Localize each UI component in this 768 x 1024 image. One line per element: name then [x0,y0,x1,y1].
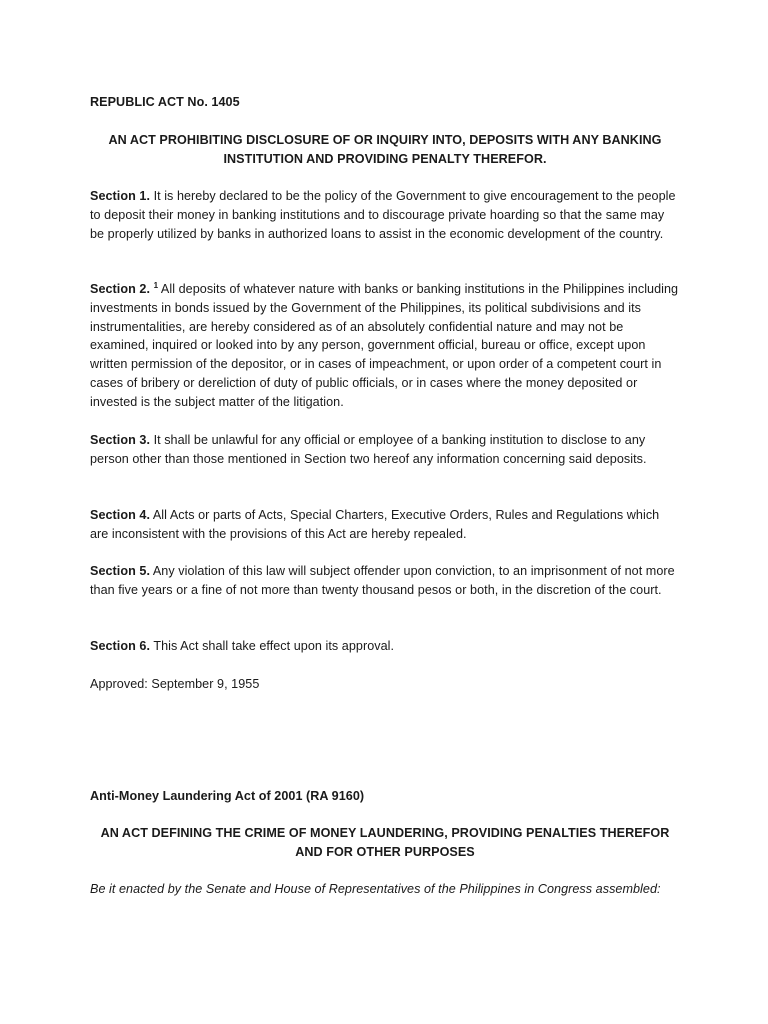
act-heading: REPUBLIC ACT No. 1405 [90,95,240,109]
section-2-text: All deposits of whatever nature with banks or banking institutions in the Philippines including investments in bonds issued by the Government of the Philippines, its political subdivisions and its instrumentalities, are hereby considered as of an absolutely confidential nature and may not be examined, inquired or looked into by any person, government official, bureau or office, except upon written permission of the depositor, or in cases of impeachment, or upon order of a competent court in cases of bribery or dereliction of duty of public officials, or in cases where the money deposited or invested is the subject matter of the litigation. [90,282,679,409]
document-page [90,0,680,1024]
section-4-label: Section 4. [90,508,150,522]
section-6 [90,637,680,656]
approval-date: Approved: September 9, 1955 [90,677,260,691]
section-3 [90,431,680,469]
section-3-label: Section 3. [90,433,150,447]
act-title [90,131,680,169]
section-2 [90,280,680,412]
section-5-label: Section 5. [90,564,150,578]
section-4-text: All Acts or parts of Acts, Special Charters, Executive Orders, Rules and Regulations which are inconsistent with the provisions of this Act are hereby repealed. [90,508,660,541]
section-2-label: Section 2. [90,282,150,296]
amla-title [90,824,680,862]
section-4 [90,506,680,544]
act-title-line-2: INSTITUTION AND PROVIDING PENALTY THEREFOR. [223,151,547,166]
section-2-footnote-marker: 1 [153,280,159,290]
section-3-text: It shall be unlawful for any official or employee of a banking institution to disclose to any person other than those mentioned in Section two hereof any information concerning said deposits. [90,433,647,466]
amla-heading: Anti-Money Laundering Act of 2001 (RA 9160) [90,789,365,803]
section-6-label: Section 6. [90,639,150,653]
act-title-line-1: AN ACT PROHIBITING DISCLOSURE OF OR INQUIRY INTO, DEPOSITS WITH ANY BANKING [108,133,662,147]
section-6-text: This Act shall take effect upon its approval. [153,639,395,653]
enacting-clause: Be it enacted by the Senate and House of Representatives of the Philippines in Congress assembled: [90,882,661,896]
section-5 [90,562,680,600]
section-1 [90,187,680,243]
amla-title-line-2: AND FOR OTHER PURPOSES [295,844,475,859]
amla-title-line-1: AN ACT DEFINING THE CRIME OF MONEY LAUNDERING, PROVIDING PENALTIES THEREFOR [100,826,670,840]
section-1-label: Section 1. [90,189,150,203]
section-1-text: It is hereby declared to be the policy of the Government to give encouragement to the people to deposit their money in banking institutions and to discourage private hoarding so that the same may be properly utilized by banks in authorized loans to assist in the economic development of the country. [90,189,676,241]
section-5-text: Any violation of this law will subject offender upon conviction, to an imprisonment of not more than five years or a fine of not more than twenty thousand pesos or both, in the discretion of the court. [90,564,675,597]
